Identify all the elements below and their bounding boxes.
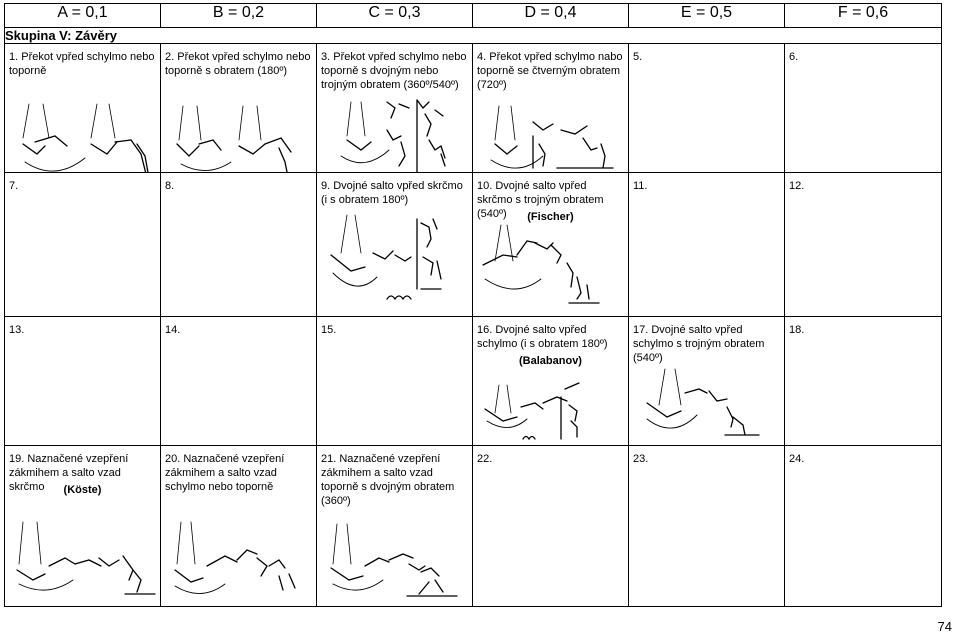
element-description: 1. Překot vpřed schylmo nebo toporně — [9, 51, 155, 77]
element-cell-24 — [785, 446, 942, 607]
element-description: 20. Naznačené vzepření zákmihem a salto vzad schylmo nebo toporně — [165, 453, 285, 493]
value-header-row — [5, 4, 942, 28]
element-description: 21. Naznačené vzepření zákmihem a salto vzad toporně s dvojným obratem (360º) — [321, 453, 455, 507]
element-cell-6 — [785, 44, 942, 173]
element-cell-18 — [785, 317, 942, 446]
element-description: 15. — [321, 324, 337, 336]
element-description: 22. — [477, 453, 493, 465]
element-description: 8. — [165, 180, 175, 192]
header-d: D = 0,4 — [473, 4, 629, 28]
table-row — [5, 446, 942, 607]
element-cell-19 — [5, 446, 161, 607]
header-f: F = 0,6 — [785, 4, 942, 28]
gymnast-figure-sketch — [473, 317, 629, 445]
element-cell-10 — [473, 173, 629, 317]
gymnast-figure-sketch — [5, 446, 161, 606]
header-b: B = 0,2 — [161, 4, 317, 28]
element-description: 23. — [633, 453, 649, 465]
element-name: (Fischer) — [527, 211, 574, 223]
element-cell-20 — [161, 446, 317, 607]
element-cell-7 — [5, 173, 161, 317]
element-description: 3. Překot vpřed schylmo nebo toporně s dvojným nebo trojným obratem (360º/540º) — [321, 51, 467, 91]
element-description: 2. Překot vpřed schylmo nebo toporně s obratem (180º) — [165, 51, 311, 77]
element-description: 4. Překot vpřed schylmo nabo toporně se čtverným obratem (720º) — [477, 51, 623, 91]
element-cell-5 — [629, 44, 785, 173]
header-c: C = 0,3 — [317, 4, 473, 28]
element-cell-17 — [629, 317, 785, 446]
element-description: 19. Naznačené vzepření zákmihem a salto vzad skrčmo — [9, 453, 129, 493]
header-e: E = 0,5 — [629, 4, 785, 28]
group-title: Skupina V: Závěry — [5, 28, 942, 44]
element-cell-2 — [161, 44, 317, 173]
element-cell-15 — [317, 317, 473, 446]
element-cell-22 — [473, 446, 629, 607]
gymnast-figure-sketch — [161, 44, 317, 172]
page-number: 74 — [937, 619, 952, 634]
element-cell-1 — [5, 44, 161, 173]
gymnast-figure-sketch — [317, 173, 473, 316]
element-description: 13. — [9, 324, 25, 336]
element-name: (Balabanov) — [519, 355, 582, 367]
group-row — [5, 28, 942, 44]
element-description: 6. — [789, 51, 799, 63]
table-row — [5, 44, 942, 173]
header-a: A = 0,1 — [5, 4, 161, 28]
table-row — [5, 173, 942, 317]
element-cell-8 — [161, 173, 317, 317]
element-cell-4 — [473, 44, 629, 173]
gymnast-figure-sketch — [317, 446, 473, 606]
element-description: 17. Dvojné salto vpřed schylmo s trojným obratem (540º) — [633, 324, 765, 364]
gymnast-figure-sketch — [5, 44, 161, 172]
element-cell-13 — [5, 317, 161, 446]
element-description: 11. — [633, 180, 648, 192]
element-description: 7. — [9, 180, 19, 192]
gymnast-figure-sketch — [473, 173, 629, 316]
element-description: 16. Dvojné salto vpřed schylmo (i s obratem 180º) — [477, 324, 608, 350]
element-description: 14. — [165, 324, 181, 336]
table-row — [5, 317, 942, 446]
element-description: 18. — [789, 324, 805, 336]
element-description: 10. Dvojné salto vpřed skrčmo s trojným obratem (540º) — [477, 180, 604, 220]
element-name: (Köste) — [63, 484, 102, 496]
gymnast-figure-sketch — [629, 317, 785, 445]
gymnast-figure-sketch — [161, 446, 317, 606]
element-cell-14 — [161, 317, 317, 446]
element-cell-3 — [317, 44, 473, 173]
elements-table — [4, 3, 942, 607]
element-description: 9. Dvojné salto vpřed skrčmo (i s obratem 180º) — [321, 180, 463, 206]
element-description: 24. — [789, 453, 805, 465]
element-cell-12 — [785, 173, 942, 317]
element-cell-23 — [629, 446, 785, 607]
element-cell-16 — [473, 317, 629, 446]
element-cell-9 — [317, 173, 473, 317]
gymnast-figure-sketch — [473, 44, 629, 172]
gymnast-figure-sketch — [317, 44, 473, 172]
element-description: 12. — [789, 180, 805, 192]
element-cell-11 — [629, 173, 785, 317]
element-cell-21 — [317, 446, 473, 607]
element-description: 5. — [633, 51, 643, 63]
